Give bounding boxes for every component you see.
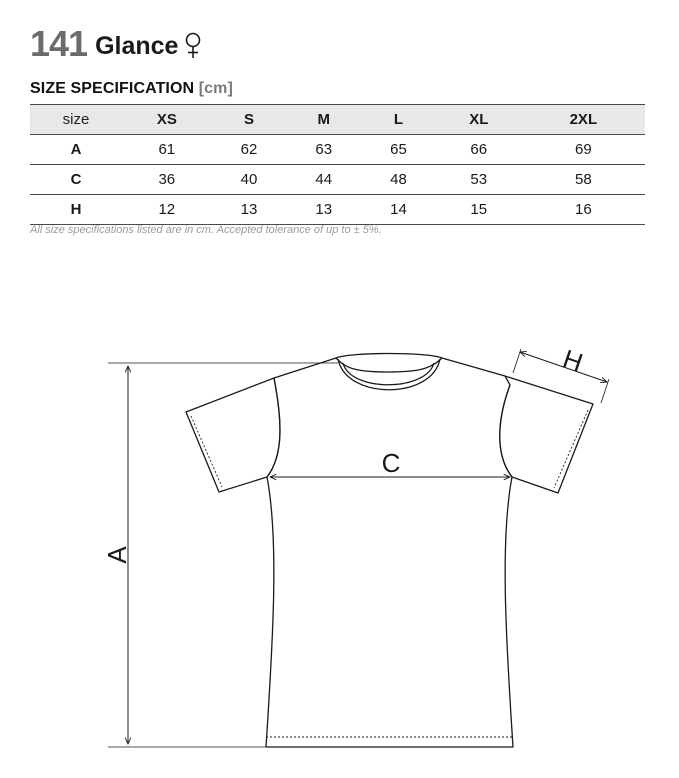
table-cell: 12 (122, 195, 212, 225)
table-cell: 48 (361, 165, 436, 195)
table-cell: 69 (522, 135, 645, 165)
label-h: H (559, 343, 587, 378)
label-a: A (102, 546, 132, 564)
header-size: XS (122, 105, 212, 135)
product-name: Glance (95, 32, 179, 60)
row-label: A (30, 135, 122, 165)
table-cell: 58 (522, 165, 645, 195)
table-cell: 36 (122, 165, 212, 195)
header-size-label: size (30, 105, 122, 135)
row-label: H (30, 195, 122, 225)
header-size: XL (436, 105, 522, 135)
measurement-lines (108, 349, 609, 747)
table-cell: 62 (212, 135, 287, 165)
header-size: L (361, 105, 436, 135)
table-cell: 61 (122, 135, 212, 165)
spec-title: SIZE SPECIFICATION (30, 80, 195, 97)
label-c: C (381, 448, 401, 478)
table-cell: 65 (361, 135, 436, 165)
table-cell: 15 (436, 195, 522, 225)
product-number: 141 (30, 23, 88, 64)
table-cell: 40 (212, 165, 287, 195)
spec-unit: [cm] (198, 80, 233, 97)
table-cell: 16 (522, 195, 645, 225)
header-size: M (286, 105, 361, 135)
table-cell: 44 (286, 165, 361, 195)
table-cell: 13 (212, 195, 287, 225)
header-size: S (212, 105, 287, 135)
table-cell: 53 (436, 165, 522, 195)
tshirt-outline (186, 354, 593, 748)
table-cell: 66 (436, 135, 522, 165)
table-cell: 14 (361, 195, 436, 225)
header-size: 2XL (522, 105, 645, 135)
tolerance-note: All size specifications listed are in cm. Accepted tolerance of up to ± 5%. (30, 224, 382, 236)
table-cell: 63 (286, 135, 361, 165)
table-cell: 13 (286, 195, 361, 225)
row-label: C (30, 165, 122, 195)
